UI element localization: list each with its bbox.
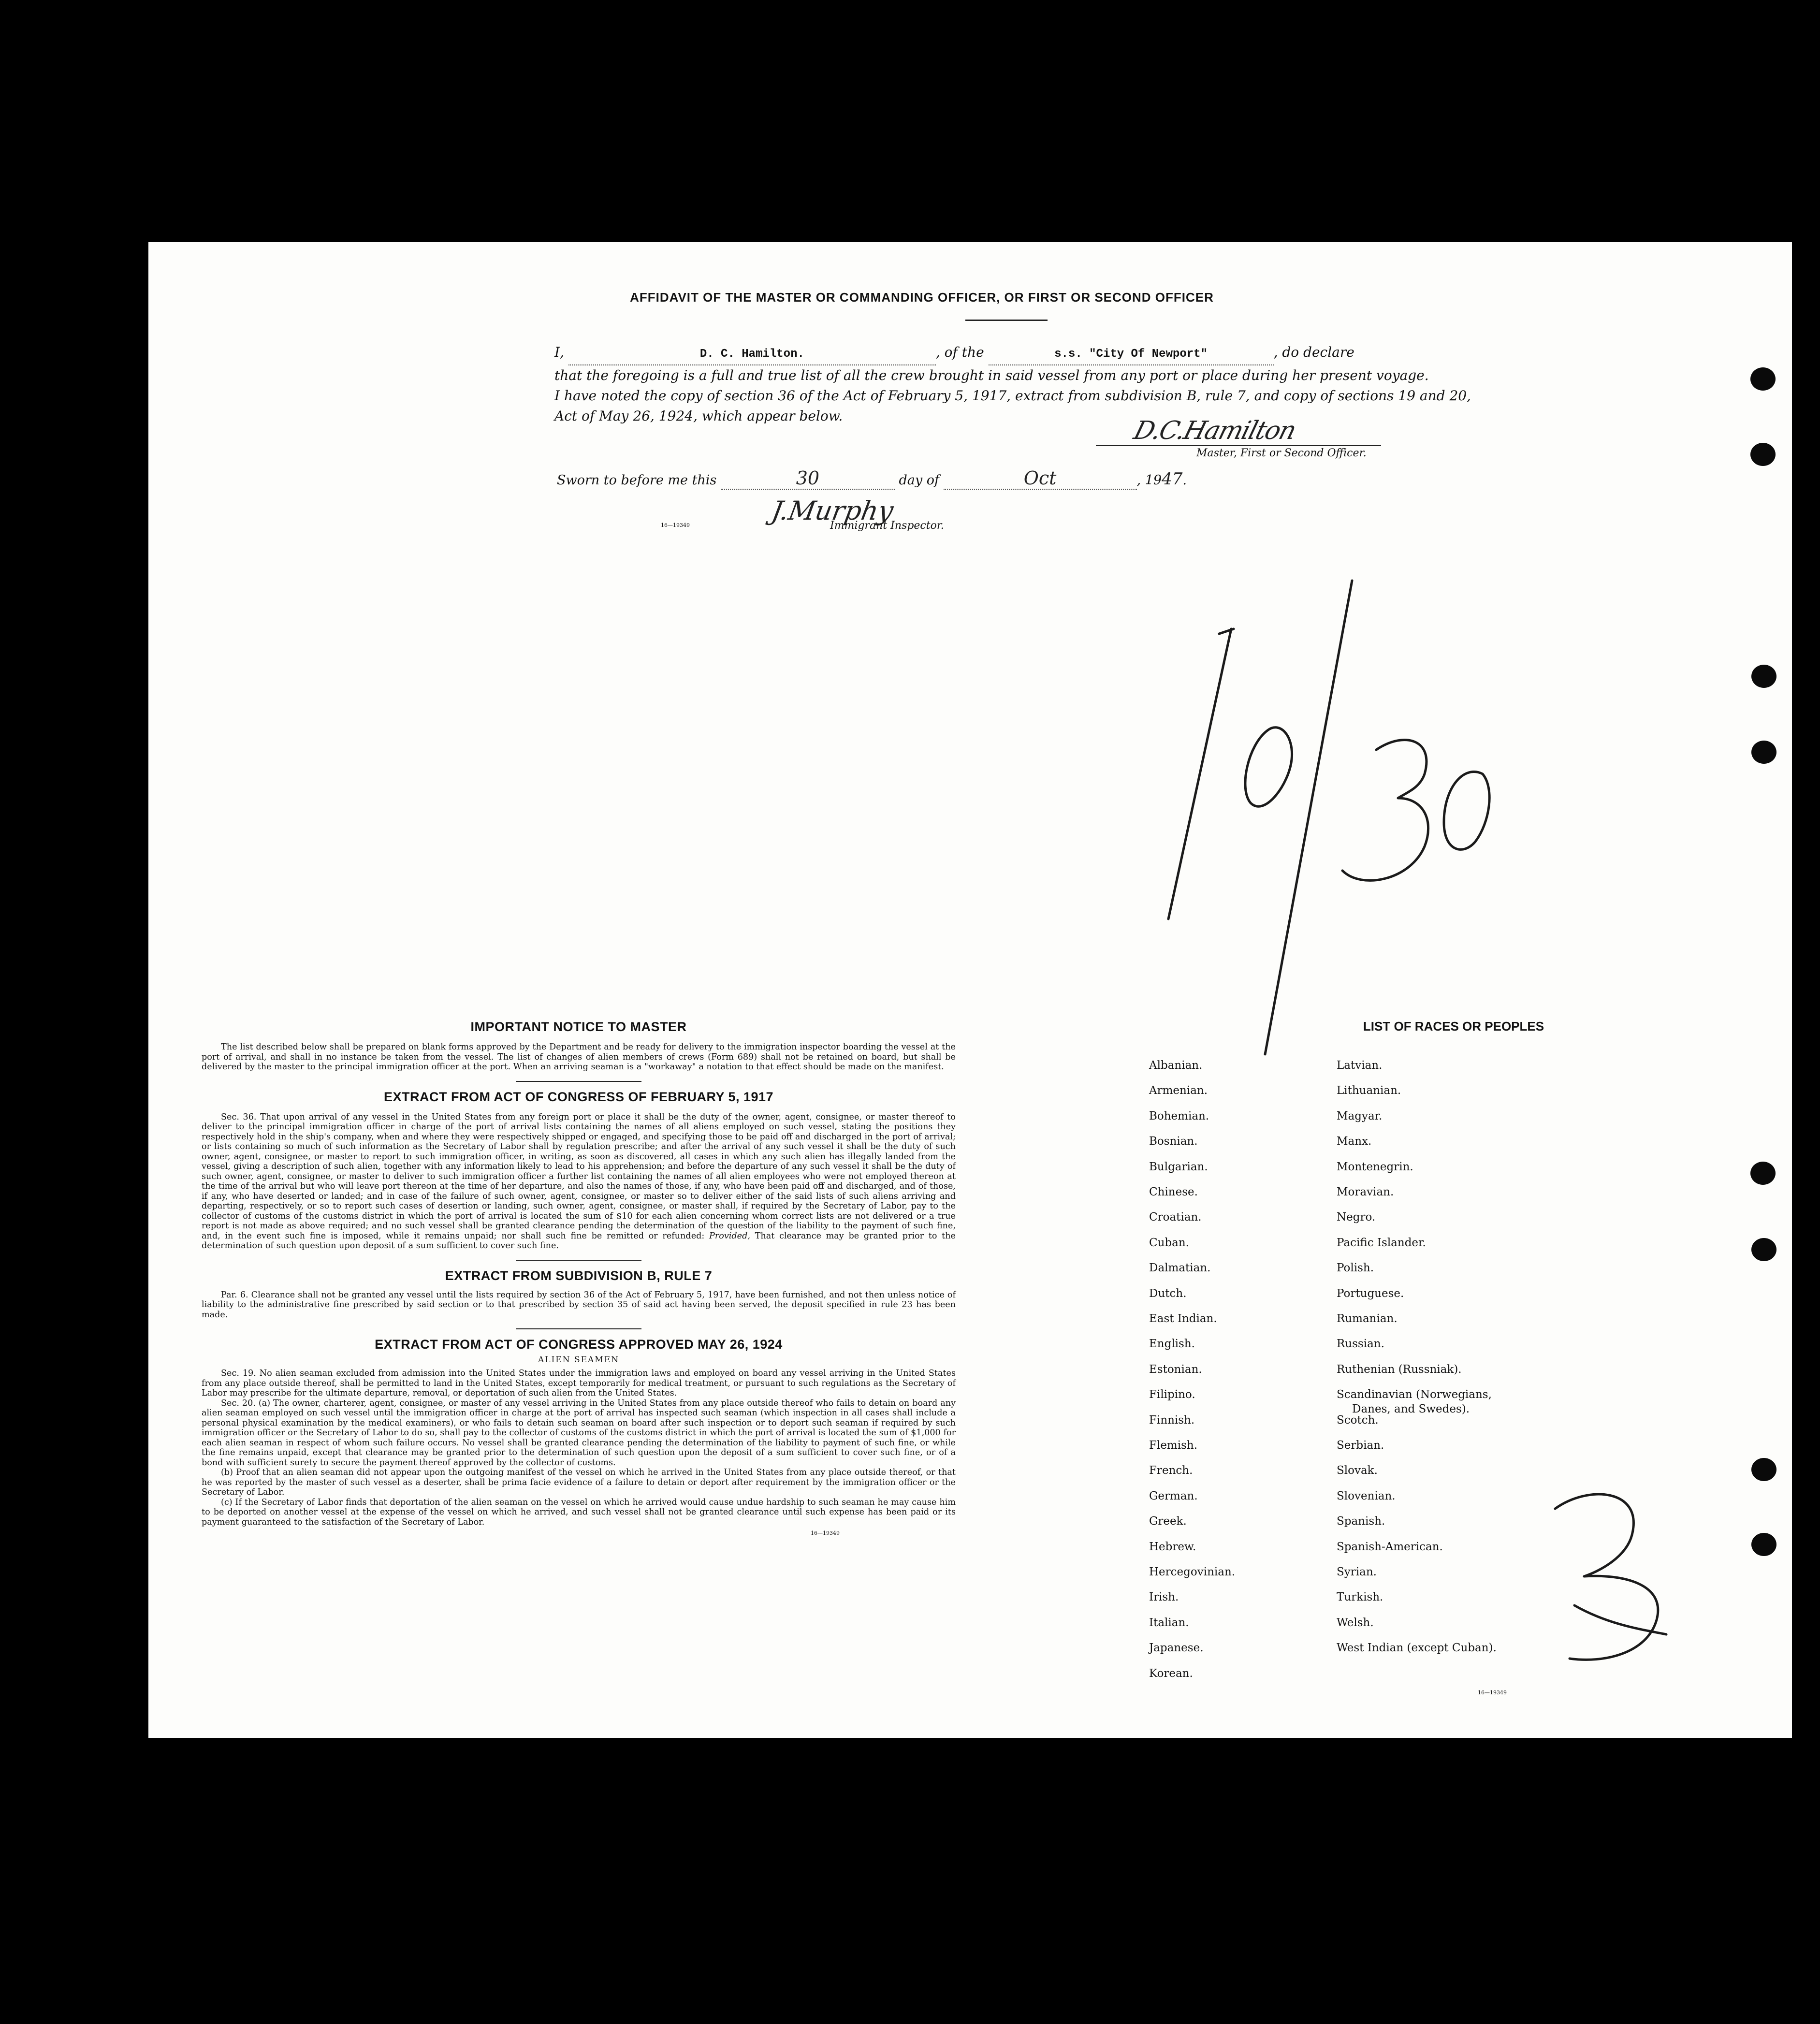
divider (516, 1260, 641, 1261)
sec19-text: Sec. 19. No alien seaman excluded from admission into the United States under the immigration laws and employed on board any vessel arriving in the United States from any place outside thereof, shall be permitted to land in the United States, except temporarily for medical treatment, or pursuant to such regulations as the Secretary of Labor may prescribe for the ultimate departure, removal, or deportation of such alien from the United States. (202, 1369, 956, 1398)
notice-column (202, 1019, 956, 1536)
race-item: French. (1149, 1464, 1193, 1477)
race-item: Albanian. (1149, 1059, 1203, 1072)
race-item: Scotch. (1337, 1413, 1379, 1427)
race-item: Finnish. (1149, 1413, 1195, 1427)
race-item: Lithuanian. (1337, 1084, 1401, 1097)
punch-hole (1750, 1162, 1776, 1185)
extract-rule7-title: EXTRACT FROM SUBDIVISION B, RULE 7 (445, 1268, 713, 1283)
race-item: Magyar. (1337, 1109, 1383, 1122)
notice-text: The list described below shall be prepared on blank forms approved by the Department and be ready for delivery to the immigration inspector boarding the vessel at the port of arrival, and shall in no instance be taken from the vessel. The list of changes of alien members of crews (Form 689) shall not be retained on board, but shall be delivered by the master to the principal immigration officer at the port. When an arriving seaman is a "workaway" a notation to that effect should be made on the manifest. (202, 1042, 956, 1072)
alien-seamen-subtitle: ALIEN SEAMEN (538, 1355, 619, 1365)
sworn-month: Oct (1023, 467, 1057, 489)
inspector-label: Immigrant Inspector. (830, 520, 944, 532)
race-item: Syrian. (1337, 1566, 1377, 1578)
race-item: West Indian (except Cuban). (1337, 1642, 1497, 1655)
race-item: Spanish-American. (1337, 1540, 1443, 1553)
race-item: Serbian. (1337, 1439, 1384, 1452)
sec20c-text: (c) If the Secretary of Labor finds that deportation of the alien seaman on the vessel on which he arrived would cause undue hardship to such seaman he may cause him to be deported on another vessel at the expense of the vessel on which he arrived, and such vessel shall not be granted clearance until such expense has been paid or its payment guaranteed to the satisfaction of the Secretary of Labor. (202, 1497, 956, 1527)
declaration-line-3: I have noted the copy of section 36 of the Act of February 5, 1917, extract from subdivision B, rule 7, and copy of sections 19 and 20, (554, 388, 1471, 404)
punch-hole (1751, 741, 1776, 764)
vessel-name-field: s.s. "City Of Newport" (1054, 348, 1208, 361)
race-item: Dalmatian. (1149, 1262, 1211, 1275)
race-item: Filipino. (1149, 1388, 1195, 1401)
race-item: Dutch. (1149, 1287, 1187, 1300)
race-item: Russian. (1337, 1338, 1384, 1351)
race-item: Pacific Islander. (1337, 1236, 1426, 1249)
race-item: Welsh. (1337, 1616, 1374, 1629)
extract-rule7-text: Par. 6. Clearance shall not be granted any vessel until the lists required by section 36 of the Act of February 5, 1917, have been furnished, and not then unless notice of liability to the administrative fine prescribed by said section or to that prescribed by section 35 of said act having been served, the deposit specified in rule 23 has been made. (202, 1290, 956, 1320)
race-item: Greek. (1149, 1515, 1187, 1528)
master-label: Master, First or Second Officer. (1196, 447, 1367, 459)
signature-line (1096, 445, 1381, 446)
sworn-day: 30 (796, 467, 820, 489)
race-item: Spanish. (1337, 1515, 1385, 1528)
declaration-line-1: I, D. C. Hamilton. , of the s.s. "City Of Newport" , do declare (554, 342, 1473, 365)
declaration-block (554, 342, 1473, 426)
races-title: LIST OF RACES OR PEOPLES (1363, 1019, 1544, 1034)
race-item: Japanese. (1149, 1642, 1204, 1655)
race-item: Croatian. (1149, 1211, 1202, 1224)
race-item: Bulgarian. (1149, 1160, 1208, 1173)
race-item: Manx. (1337, 1135, 1372, 1148)
handwritten-number-annotation (1545, 1489, 1671, 1683)
divider (516, 1328, 641, 1329)
race-item: Rumanian. (1337, 1312, 1398, 1325)
race-item: Korean. (1149, 1667, 1193, 1680)
extract-1917-title: EXTRACT FROM ACT OF CONGRESS OF FEBRUARY 5, 1917 (383, 1089, 774, 1104)
race-item: Hercegovinian. (1149, 1566, 1236, 1578)
race-item: Irish. (1149, 1591, 1179, 1604)
divider (516, 1081, 641, 1082)
punch-hole (1751, 665, 1776, 688)
race-item: Flemish. (1149, 1439, 1198, 1452)
declaration-line-4: Act of May 26, 1924, which appear below. (554, 408, 843, 424)
race-item: Hebrew. (1149, 1540, 1196, 1553)
race-item: Bosnian. (1149, 1135, 1198, 1148)
race-item: Turkish. (1337, 1591, 1383, 1604)
race-item: Negro. (1337, 1211, 1376, 1224)
master-signature: D.C.Hamilton (1130, 416, 1299, 445)
punch-hole (1751, 1238, 1776, 1261)
race-item: Latvian. (1337, 1059, 1383, 1072)
punch-hole (1750, 443, 1776, 466)
sworn-year: 47 (1162, 469, 1183, 489)
race-item: Moravian. (1337, 1186, 1394, 1198)
race-item: Italian. (1149, 1616, 1189, 1629)
race-item: Bohemian. (1149, 1109, 1209, 1122)
sec20a-text: Sec. 20. (a) The owner, charterer, agent, consignee, or master of any vessel arriving in the United States from any place outside thereof who fails to detain on board any alien seaman employed on such vessel until the immigration officer in charge at the port of arrival has inspected such seaman (which inspection in all cases shall include a personal physical examination by the medical examiners), or who fails to detain such seaman on board after such inspection or to deport such seaman if required by such immigration officer or the Secretary of Labor to do so, shall pay to the collector of customs of the customs district in which the port of arrival is located the sum of $1,000 for each alien seaman in respect of whom such failure occurs. No vessel shall be granted clearance pending the determination of the liability to payment of such fine, or while the fine remains unpaid, except that clearance may be granted prior to the determination of such question upon the deposit of a sum sufficient to cover such fine, or of a bond with sufficient surety to secure the payment thereof approved by the collector of customs. (202, 1398, 956, 1468)
race-item: Ruthenian (Russniak). (1337, 1363, 1462, 1376)
master-name-field: D. C. Hamilton. (699, 348, 804, 361)
punch-hole (1751, 1533, 1776, 1556)
declaration-line-2: that the foregoing is a full and true list of all the crew brought in said vessel from any port or place during her present voyage. (554, 367, 1429, 383)
race-item: Estonian. (1149, 1363, 1202, 1376)
sec20b-text: (b) Proof that an alien seaman did not appear upon the outgoing manifest of the vessel on which he arrived in the United States from any place outside thereof, or that he was reported by the master of such vessel as a deserter, shall be prima facie evidence of a failure to detain or deport after requirement by the immigration officer or the Secretary of Labor. (202, 1468, 956, 1497)
race-item: Danes, and Swedes). (1352, 1403, 1470, 1416)
affidavit-title: AFFIDAVIT OF THE MASTER OR COMMANDING OFFICER, OR FIRST OR SECOND OFFICER (630, 290, 1214, 305)
race-item: Portuguese. (1337, 1287, 1404, 1300)
document-page (148, 242, 1792, 1738)
race-item: Slovak. (1337, 1464, 1378, 1477)
inspector-signature: J.Murphy (769, 495, 896, 526)
race-item: Armenian. (1149, 1084, 1208, 1097)
extract-1917-text: Sec. 36. That upon arrival of any vessel in the United States from any foreign port or place it shall be the duty of the owner, agent, consignee, or master thereof to deliver to the principal immigration officer in charge of the port of arrival lists containing the names of all aliens employed on such vessel, stating the positions they respectively hold in the ship's company, when and where they were respectively shipped or engaged, and specifying those to be paid off and discharged in the port of arrival; or lists containing so much of such information as the Secretary of Labor shall by regulation prescribe; and after the arrival of any such vessel it shall be the duty of such owner, agent, consignee, or master to report to such immigration officer, in writing, as soon as discovered, all cases in which any such alien has illegally landed from the vessel, giving a description of such alien, together with any information likely to lead to his apprehension; and before the departure of any such vessel it shall be the duty of such owner, agent, consignee, or master to deliver to such immigration officer a further list containing the names of all alien employees who were not employed thereon at the time of the arrival but who will leave port thereon at the time of her departure, and also the names of those, if any, who have been paid off and discharged, and of those, if any, who have deserted or landed; and in case of the failure of such owner, agent, consignee, or master so to deliver either of the said lists of such aliens arriving and departing, respectively, or so to report such cases of desertion or landing, such owner, agent, consignee, or master shall, if required by the Secretary of Labor, pay to the collector of customs of the customs district in which the port of arrival is located the sum of $10 for each alien concerning whom correct lists are not delivered or a true report is not made as above required; and no such vessel shall be granted clearance pending the determination of the question of the liability to the payment of such fine, and, in the event such fine is imposed, while it remains unpaid; nor shall such fine be remitted or refunded: Provided, That clearance may be granted prior to the determination of such question upon deposit of a sum sufficient to cover such fine. (202, 1112, 956, 1251)
race-item: Scandinavian (Norwegians, (1337, 1388, 1492, 1401)
races-form-number: 16—19349 (1478, 1689, 1507, 1696)
title-underline (965, 320, 1048, 321)
race-item: Chinese. (1149, 1186, 1198, 1198)
notice-title: IMPORTANT NOTICE TO MASTER (470, 1019, 687, 1034)
race-item: Slovenian. (1337, 1489, 1396, 1502)
race-item: English. (1149, 1338, 1195, 1351)
form-number: 16—19349 (661, 522, 690, 528)
punch-hole (1751, 1458, 1776, 1481)
race-item: Cuban. (1149, 1236, 1189, 1249)
race-item: Polish. (1337, 1262, 1374, 1275)
punch-hole (1750, 367, 1776, 391)
sworn-line: Sworn to before me this 30 day of Oct , 1947. (557, 467, 1187, 489)
race-item: Montenegrin. (1337, 1160, 1413, 1173)
extract-1924-title: EXTRACT FROM ACT OF CONGRESS APPROVED MAY 26, 1924 (375, 1337, 783, 1352)
race-item: German. (1149, 1489, 1198, 1502)
form-number-bottom: 16—19349 (811, 1530, 840, 1536)
race-item: East Indian. (1149, 1312, 1217, 1325)
